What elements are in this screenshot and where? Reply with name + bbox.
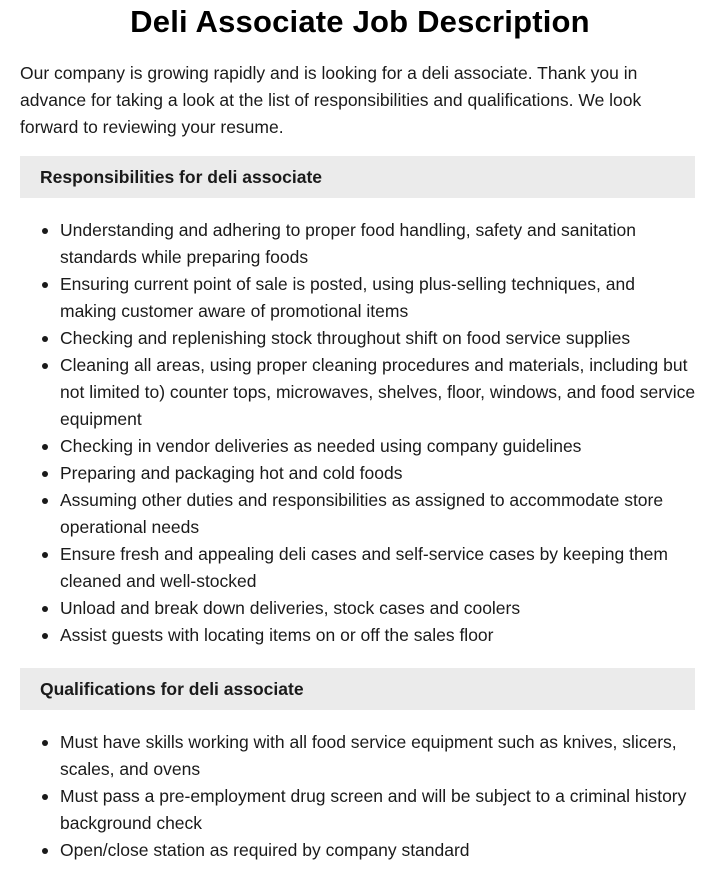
responsibility-item: Preparing and packaging hot and cold foods <box>60 460 696 487</box>
responsibility-item: Cleaning all areas, using proper cleaning procedures and materials, including but not limited to) counter tops, microwaves, shelves, floor, windows, and food service equipment <box>60 352 696 433</box>
responsibility-item: Checking and replenishing stock throughout shift on food service supplies <box>60 325 696 352</box>
qualification-item: Must pass a pre-employment drug screen and will be subject to a criminal history background check <box>60 783 696 837</box>
intro-paragraph: Our company is growing rapidly and is looking for a deli associate. Thank you in advance for taking a look at the list of responsibilities and qualifications. We look forward to reviewing your resume. <box>20 63 642 137</box>
responsibilities-list <box>20 217 696 649</box>
qualifications-list <box>20 729 696 864</box>
responsibility-item: Understanding and adhering to proper food handling, safety and sanitation standards while preparing foods <box>60 217 696 271</box>
responsibilities-heading: Responsibilities for deli associate <box>20 156 695 198</box>
responsibility-item: Assist guests with locating items on or off the sales floor <box>60 622 696 649</box>
qualification-item: Open/close station as required by company standard <box>60 837 696 864</box>
responsibility-item: Checking in vendor deliveries as needed using company guidelines <box>60 433 696 460</box>
qualification-item: Must have skills working with all food service equipment such as knives, slicers, scales, and ovens <box>60 729 696 783</box>
responsibility-item: Ensuring current point of sale is posted, using plus-selling techniques, and making customer aware of promotional items <box>60 271 696 325</box>
responsibility-item: Assuming other duties and responsibilities as assigned to accommodate store operational needs <box>60 487 696 541</box>
responsibility-item: Unload and break down deliveries, stock cases and coolers <box>60 595 696 622</box>
responsibility-item: Ensure fresh and appealing deli cases and self-service cases by keeping them cleaned and well-stocked <box>60 541 696 595</box>
page-title: Deli Associate Job Description <box>130 4 590 39</box>
qualifications-heading: Qualifications for deli associate <box>20 668 695 710</box>
